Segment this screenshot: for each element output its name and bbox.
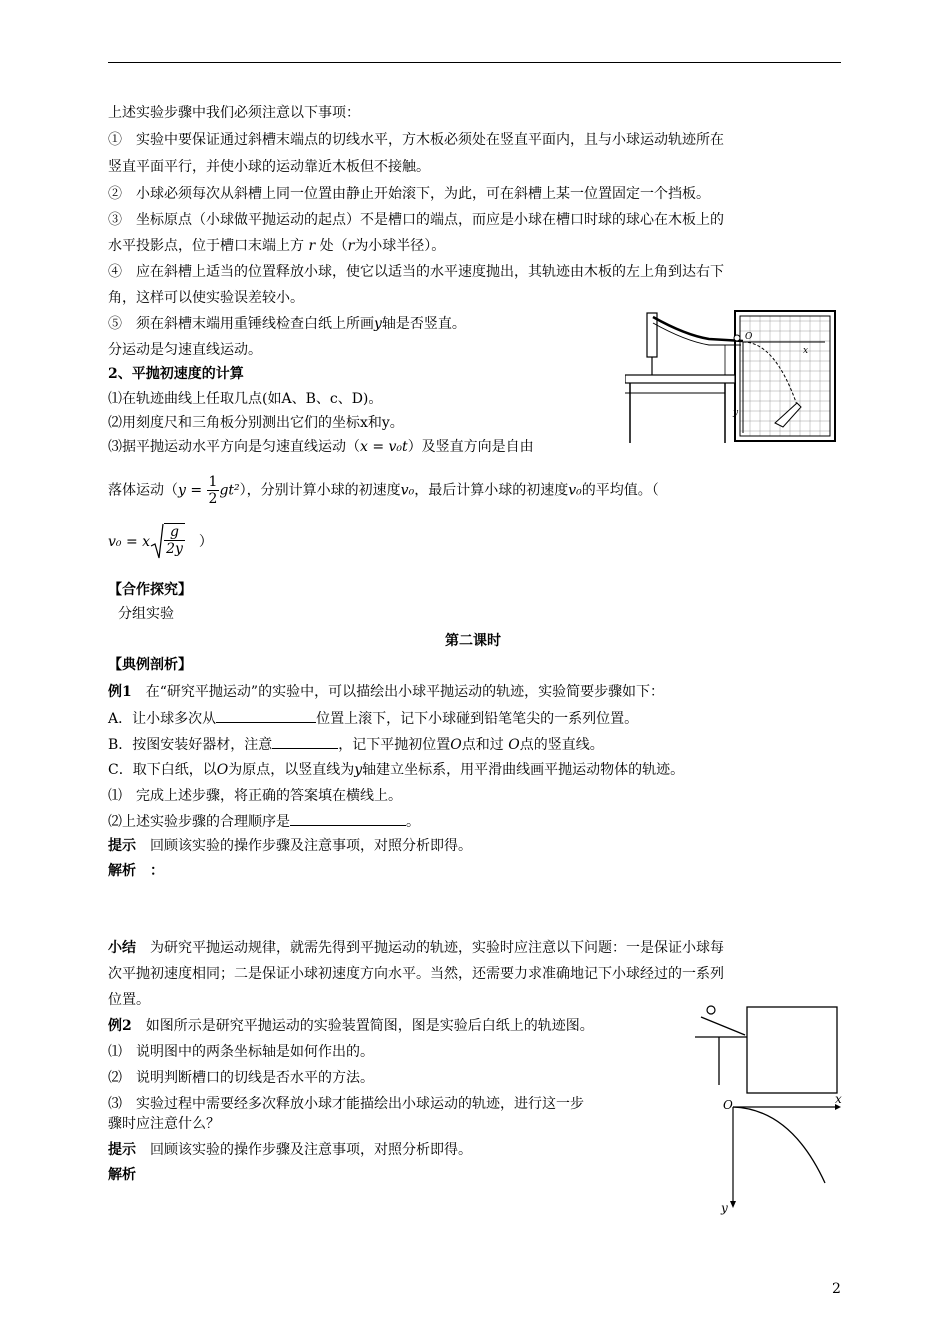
note-4-cont: 角，这样可以使实验误差较小。: [108, 290, 304, 306]
analysis-1: 解析 ：: [108, 863, 164, 879]
ex1-question: 例1 在“研究平抛运动”的实验中，可以描绘出小球平抛运动的轨迹，实验简要步骤如下：: [108, 684, 665, 700]
ex1-sub-2: ⑵上述实验步骤的合理顺序是 。: [108, 811, 420, 832]
svg-text:O: O: [745, 332, 753, 342]
free-fall-line: 落体运动（y = $\frac{1}{2}$ gt²），分别计算小球的初速度v₀，最后计算小球的初速度v₀的平均值。（: [108, 474, 659, 507]
uniform-line: 分运动是匀速直线运动。: [108, 342, 262, 358]
blank-a[interactable]: [216, 708, 316, 723]
hint-2: 提示 回顾该实验的操作步骤及注意事项，对照分析即得。: [108, 1142, 472, 1158]
note-1-cont: 竖直平面平行，并使小球的运动靠近木板但不接触。: [108, 159, 430, 175]
ex1-step-b: B．按图安装好器材，注意 ，记下平抛初位置O点和过 O点的竖直线。: [108, 734, 604, 755]
svg-text:y: y: [721, 1201, 728, 1215]
hint-1: 提示 回顾该实验的操作步骤及注意事项，对照分析即得。: [108, 838, 472, 854]
blank-order[interactable]: [290, 811, 406, 826]
calc-step-1: ⑴在轨迹曲线上任取几点(如A、B、c、D)。: [108, 391, 383, 407]
svg-text:x: x: [835, 1092, 842, 1106]
note-4: ④ 应在斜槽上适当的位置释放小球，使它以适当的水平速度抛出，其轨迹由木板的左上角到达右下: [108, 264, 724, 280]
ex2-sub-1: ⑴ 说明图中的两条坐标轴是如何作出的。: [108, 1044, 374, 1060]
summary-line-1: 小结 为研究平抛运动规律，就需先得到平抛运动的轨迹，实验时应注意以下问题：一是保证小球每: [108, 940, 724, 956]
calc-step-3: ⑶据平抛运动水平方向是匀速直线运动（x = v₀t）及竖直方向是自由: [108, 439, 534, 455]
intro-line: 上述实验步骤中我们必须注意以下事项：: [108, 105, 360, 121]
svg-text:y: y: [733, 408, 739, 418]
analysis-2: 解析: [108, 1167, 136, 1183]
ex2-sub-3-cont: 骤时应注意什么？: [108, 1116, 220, 1132]
ex1-sub-1: ⑴ 完成上述步骤，将正确的答案填在横线上。: [108, 788, 402, 804]
header-rule: [108, 62, 841, 63]
half-fraction: $\frac{1}{2}$: [208, 474, 218, 507]
blank-b[interactable]: [272, 734, 338, 749]
calc-step-2: ⑵用刻度尺和三角板分别测出它们的坐标x和y。: [108, 415, 404, 431]
note-3-cont: 水平投影点，位于槽口末端上方 r 处（r为小球半径）。: [108, 238, 446, 254]
ex2-question: 例2 如图所示是研究平抛运动的实验装置简图，图是实验后白纸上的轨迹图。: [108, 1018, 594, 1034]
coop-title: 【合作探究】: [108, 582, 192, 598]
ex2-sub-3: ⑶ 实验过程中需要经多次释放小球才能描绘出小球运动的轨迹，进行这一步: [108, 1096, 584, 1112]
apparatus-figure: [625, 305, 840, 445]
svg-text:x: x: [803, 346, 809, 356]
page-number: 2: [832, 1281, 841, 1297]
note-5: ⑤ 须在斜槽末端用重锤线检查白纸上所画y轴是否竖直。: [108, 316, 466, 332]
svg-text:O: O: [723, 1098, 733, 1112]
note-2: ② 小球必须每次从斜槽上同一位置由静止开始滚下，为此，可在斜槽上某一位置固定一个挡板。: [108, 186, 710, 202]
sqrt-symbol: [150, 522, 164, 562]
lesson2-title: 第二课时: [445, 633, 501, 649]
examples-title: 【典例剖析】: [108, 657, 192, 673]
ex1-step-a: A．让小球多次从 位置上滚下，记下小球碰到铅笔笔尖的一系列位置。: [108, 708, 638, 729]
trajectory-figure: [695, 1005, 845, 1215]
summary-line-3: 位置。: [108, 992, 150, 1008]
v0-formula: v₀ = x $\frac{g}{2y}$ ）: [108, 522, 213, 562]
note-1: ① 实验中要保证通过斜槽末端点的切线水平，方木板必须处在竖直平面内，且与小球运动轨迹所在: [108, 132, 724, 148]
note-3: ③ 坐标原点（小球做平抛运动的起点）不是槽口的端点，而应是小球在槽口时球的球心在木板上的: [108, 212, 724, 228]
ex2-sub-2: ⑵ 说明判断槽口的切线是否水平的方法。: [108, 1070, 374, 1086]
ex1-step-c: C．取下白纸，以O为原点，以竖直线为y轴建立坐标系，用平滑曲线画平抛运动物体的轨迹。: [108, 762, 685, 778]
summary-line-2: 次平抛初速度相同；二是保证小球初速度方向水平。当然，还需要力求准确地记下小球经过的一系列: [108, 966, 724, 982]
section2-title: 2、平抛初速度的计算: [108, 366, 244, 382]
coop-body: 分组实验: [118, 606, 174, 622]
